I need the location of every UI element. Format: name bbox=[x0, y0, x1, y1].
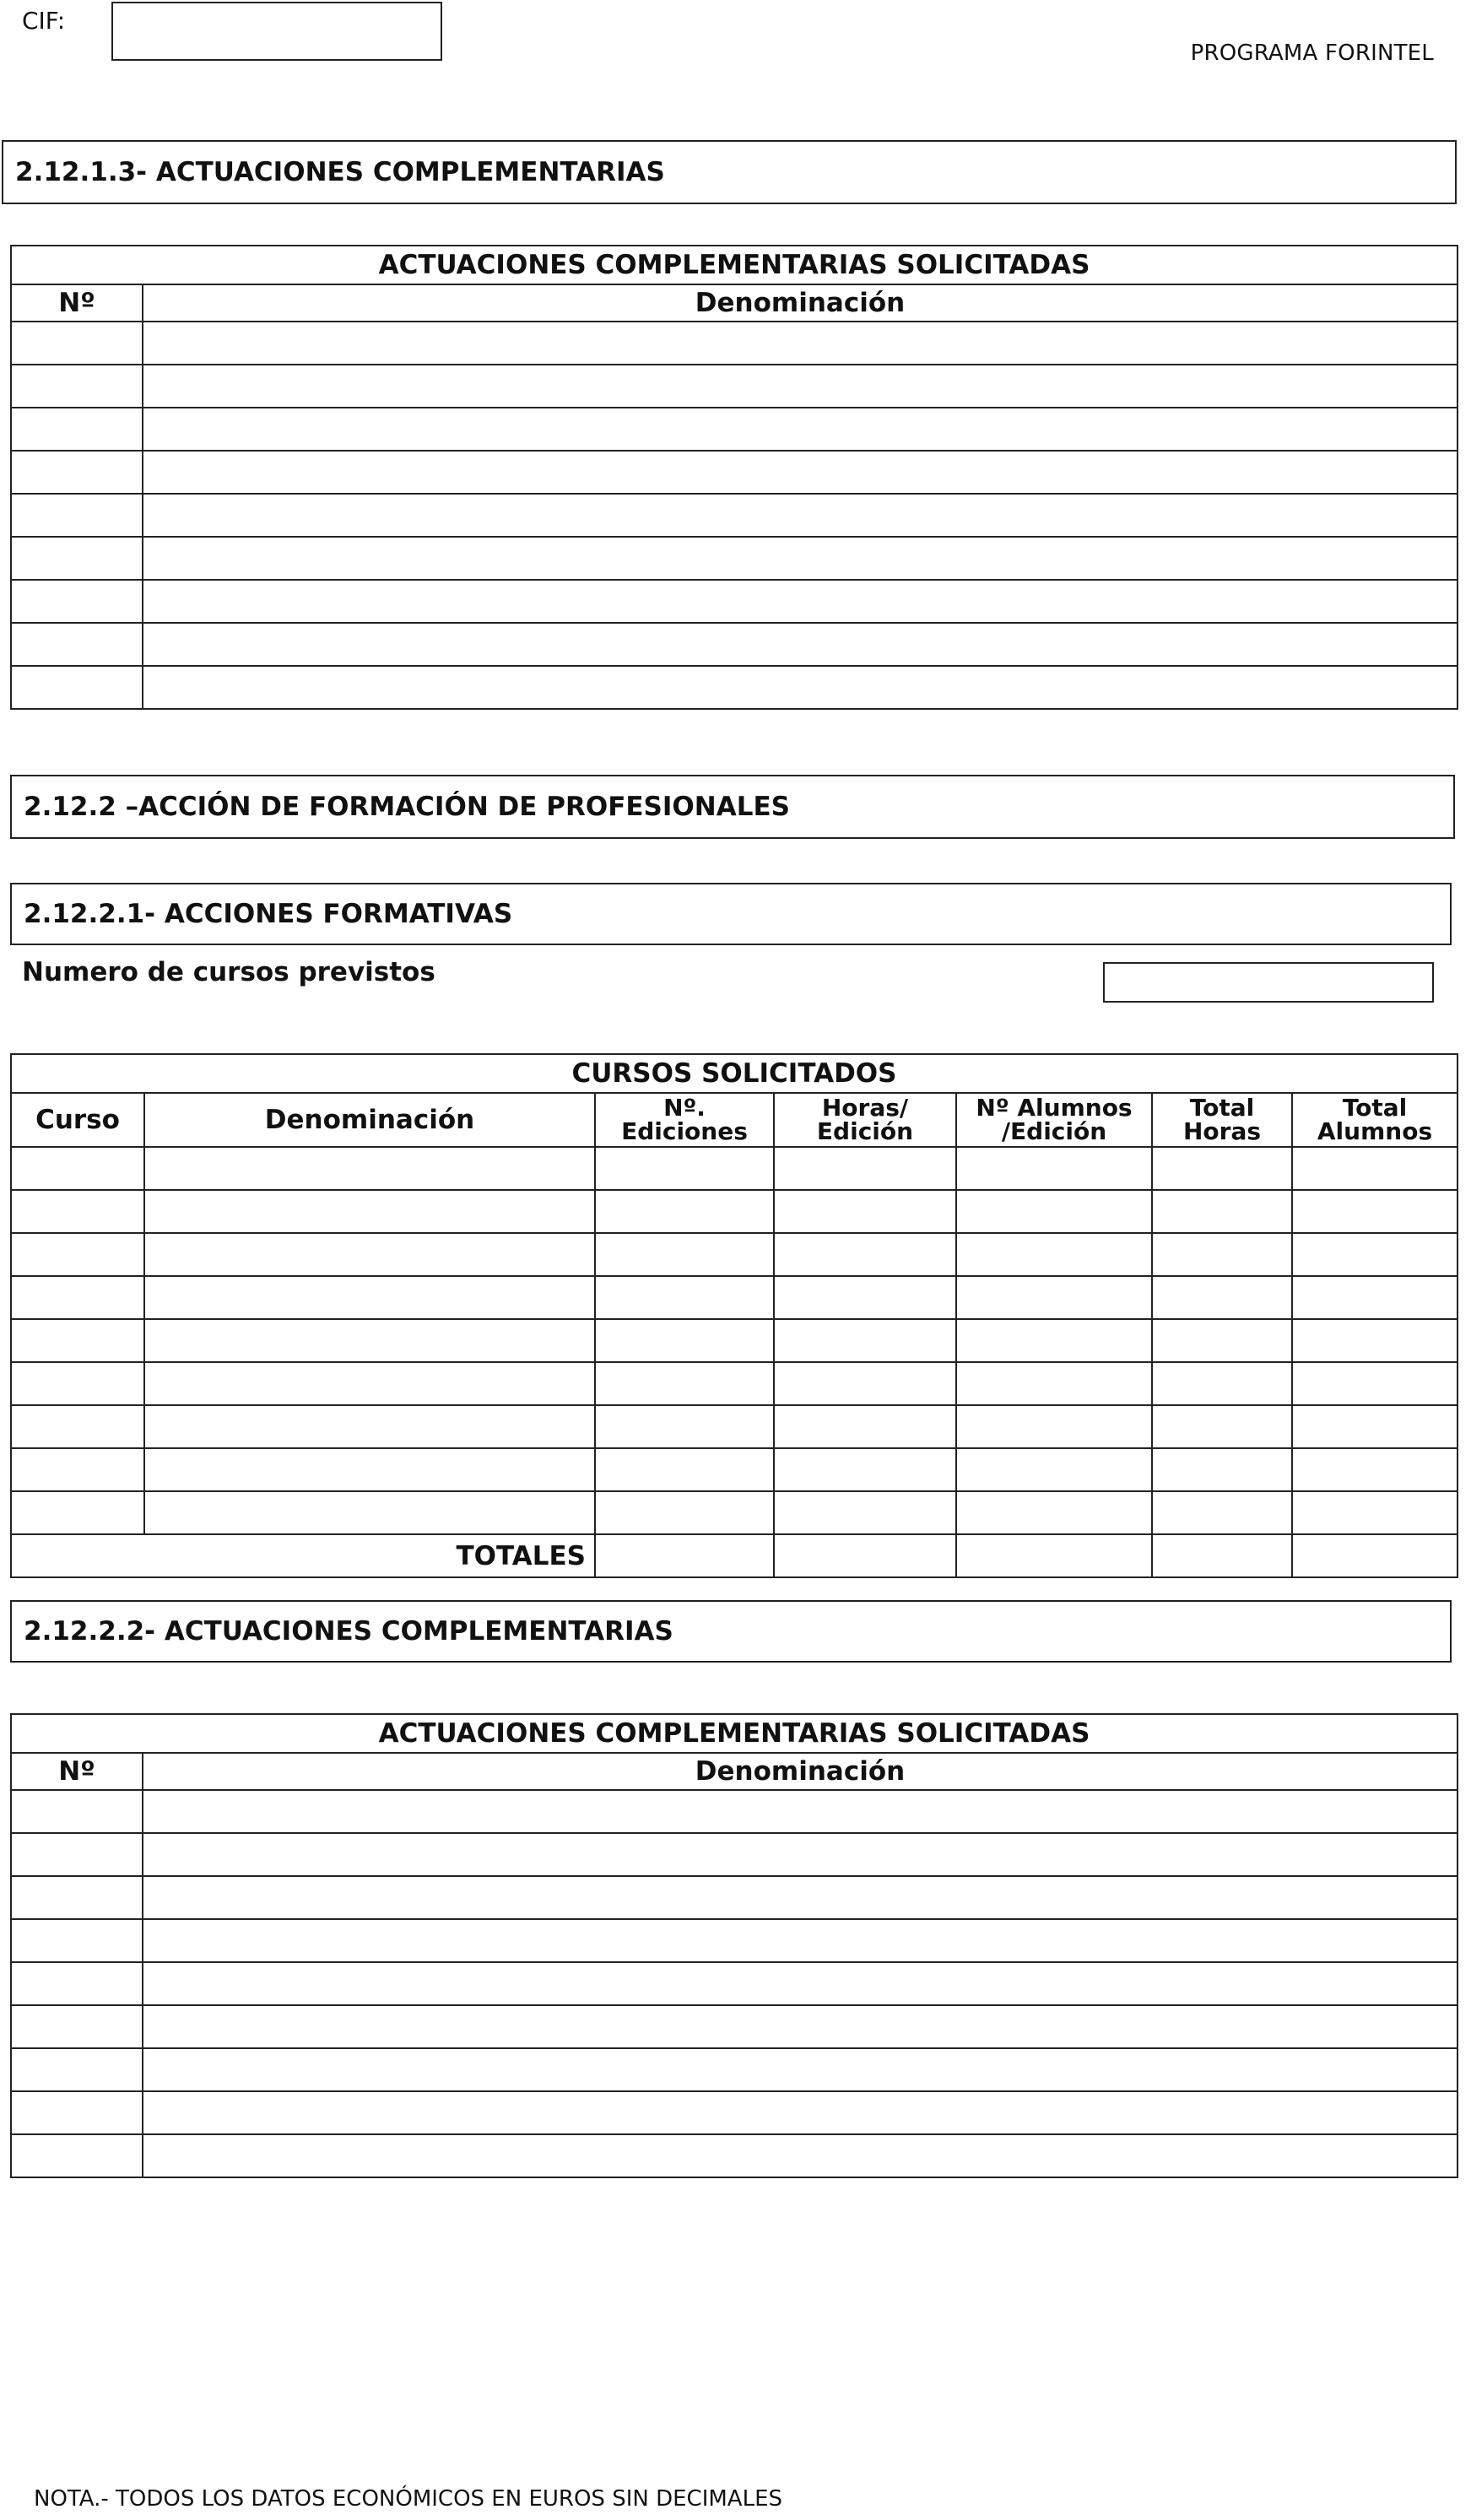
denominacion-cell[interactable] bbox=[143, 1962, 1457, 2005]
table-row bbox=[11, 1833, 1457, 1876]
table-row bbox=[11, 1233, 1457, 1276]
table-row bbox=[11, 1319, 1457, 1362]
table-row bbox=[11, 1362, 1457, 1405]
horas-edicion-cell[interactable] bbox=[774, 1233, 956, 1276]
denominacion-cell[interactable] bbox=[144, 1233, 595, 1276]
table-row bbox=[11, 1448, 1457, 1491]
horas-edicion-cell[interactable] bbox=[774, 1362, 956, 1405]
table-row bbox=[11, 1190, 1457, 1233]
horas-edicion-cell[interactable] bbox=[774, 1276, 956, 1319]
denominacion-cell[interactable] bbox=[143, 1919, 1457, 1962]
col-header-denominacion: Denominación bbox=[144, 1093, 595, 1147]
num-cell[interactable] bbox=[11, 1876, 143, 1919]
denominacion-cell[interactable] bbox=[143, 408, 1457, 451]
col-header-alumnos-edicion: Nº Alumnos /Edición bbox=[956, 1093, 1152, 1147]
total-alumnos-cell[interactable] bbox=[1292, 1233, 1457, 1276]
curso-cell[interactable] bbox=[11, 1405, 144, 1448]
denominacion-cell[interactable] bbox=[144, 1405, 595, 1448]
table-row bbox=[11, 623, 1457, 666]
total-alumnos-cell[interactable] bbox=[1292, 1190, 1457, 1233]
curso-cell[interactable] bbox=[11, 1448, 144, 1491]
num-cell[interactable] bbox=[11, 1962, 143, 2005]
total-ediciones-cell[interactable] bbox=[595, 1534, 774, 1577]
denominacion-cell[interactable] bbox=[143, 666, 1457, 709]
horas-edicion-cell[interactable] bbox=[774, 1448, 956, 1491]
table-row bbox=[11, 1491, 1457, 1534]
col-header-denominacion: Denominación bbox=[143, 284, 1457, 322]
denominacion-cell[interactable] bbox=[144, 1491, 595, 1534]
ediciones-cell[interactable] bbox=[595, 1405, 774, 1448]
total-alumnos-cell[interactable] bbox=[1292, 1276, 1457, 1319]
alumnos-edicion-cell[interactable] bbox=[956, 1233, 1152, 1276]
table-row bbox=[11, 1405, 1457, 1448]
table-row bbox=[11, 1919, 1457, 1962]
total-horas-cell[interactable] bbox=[1152, 1405, 1292, 1448]
denominacion-cell[interactable] bbox=[143, 451, 1457, 494]
col-header-total-horas: Total Horas bbox=[1152, 1093, 1292, 1147]
table-row bbox=[11, 2005, 1457, 2048]
denominacion-cell[interactable] bbox=[143, 2048, 1457, 2091]
total-horas-cell[interactable] bbox=[1152, 1491, 1292, 1534]
table-title: ACTUACIONES COMPLEMENTARIAS SOLICITADAS bbox=[11, 1714, 1457, 1753]
total-alumnos-cell[interactable] bbox=[1292, 1405, 1457, 1448]
denominacion-cell[interactable] bbox=[143, 623, 1457, 666]
table-row bbox=[11, 365, 1457, 408]
alumnos-edicion-cell[interactable] bbox=[956, 1147, 1152, 1190]
num-cell[interactable] bbox=[11, 623, 143, 666]
table-row bbox=[11, 1962, 1457, 2005]
curso-cell[interactable] bbox=[11, 1233, 144, 1276]
horas-edicion-cell[interactable] bbox=[774, 1405, 956, 1448]
alumnos-edicion-cell[interactable] bbox=[956, 1190, 1152, 1233]
num-cell[interactable] bbox=[11, 494, 143, 537]
table-row bbox=[11, 1276, 1457, 1319]
col-header-total-alumnos: Total Alumnos bbox=[1292, 1093, 1457, 1147]
alumnos-edicion-cell[interactable] bbox=[956, 1319, 1152, 1362]
num-cell[interactable] bbox=[11, 365, 143, 408]
col-header-num: Nº bbox=[11, 1753, 143, 1790]
horas-edicion-cell[interactable] bbox=[774, 1491, 956, 1534]
total-horas-cell[interactable] bbox=[1152, 1534, 1292, 1577]
footer-note: NOTA.- TODOS LOS DATOS ECONÓMICOS EN EUROS SIN DECIMALES bbox=[34, 2486, 782, 2512]
denominacion-cell[interactable] bbox=[144, 1276, 595, 1319]
cif-label: CIF: bbox=[22, 7, 66, 35]
num-cell[interactable] bbox=[11, 2091, 143, 2134]
table-body bbox=[11, 1790, 1457, 2177]
num-cell[interactable] bbox=[11, 666, 143, 709]
denominacion-cell[interactable] bbox=[143, 1790, 1457, 1833]
total-horas-edicion-cell[interactable] bbox=[774, 1534, 956, 1577]
num-cell[interactable] bbox=[11, 1919, 143, 1962]
curso-cell[interactable] bbox=[11, 1319, 144, 1362]
total-horas-cell[interactable] bbox=[1152, 1190, 1292, 1233]
denominacion-cell[interactable] bbox=[143, 1876, 1457, 1919]
ediciones-cell[interactable] bbox=[595, 1276, 774, 1319]
ediciones-cell[interactable] bbox=[595, 1147, 774, 1190]
total-horas-cell[interactable] bbox=[1152, 1448, 1292, 1491]
program-name: PROGRAMA FORINTEL bbox=[1190, 41, 1434, 66]
total-alumnos-cell[interactable] bbox=[1292, 1534, 1457, 1577]
complementary-actions-table-1 bbox=[10, 245, 1458, 710]
num-cell[interactable] bbox=[11, 2048, 143, 2091]
denominacion-cell[interactable] bbox=[144, 1448, 595, 1491]
ediciones-cell[interactable] bbox=[595, 1448, 774, 1491]
num-cell[interactable] bbox=[11, 580, 143, 623]
denominacion-cell[interactable] bbox=[143, 2091, 1457, 2134]
denominacion-cell[interactable] bbox=[144, 1190, 595, 1233]
section-heading-2-12-2-1: 2.12.2.1- ACCIONES FORMATIVAS bbox=[10, 883, 1452, 945]
alumnos-edicion-cell[interactable] bbox=[956, 1491, 1152, 1534]
denominacion-cell[interactable] bbox=[143, 322, 1457, 365]
curso-cell[interactable] bbox=[11, 1276, 144, 1319]
total-horas-cell[interactable] bbox=[1152, 1233, 1292, 1276]
alumnos-edicion-cell[interactable] bbox=[956, 1448, 1152, 1491]
table-row bbox=[11, 1147, 1457, 1190]
table-row bbox=[11, 451, 1457, 494]
section-heading-2-12-2: 2.12.2 –ACCIÓN DE FORMACIÓN DE PROFESIONALES bbox=[10, 775, 1455, 839]
horas-edicion-cell[interactable] bbox=[774, 1147, 956, 1190]
ediciones-cell[interactable] bbox=[595, 1319, 774, 1362]
denominacion-cell[interactable] bbox=[144, 1362, 595, 1405]
courses-table bbox=[10, 1053, 1458, 1578]
section-heading-2-12-2-2: 2.12.2.2- ACTUACIONES COMPLEMENTARIAS bbox=[10, 1600, 1452, 1663]
denominacion-cell[interactable] bbox=[143, 537, 1457, 580]
table-row bbox=[11, 1876, 1457, 1919]
col-header-curso: Curso bbox=[11, 1093, 144, 1147]
total-alumnos-cell[interactable] bbox=[1292, 1147, 1457, 1190]
table-row bbox=[11, 2048, 1457, 2091]
totals-label: TOTALES bbox=[11, 1534, 595, 1577]
num-cursos-input[interactable] bbox=[1103, 962, 1434, 1003]
table-body bbox=[11, 322, 1457, 709]
horas-edicion-cell[interactable] bbox=[774, 1190, 956, 1233]
table-body bbox=[11, 1147, 1457, 1534]
table-row bbox=[11, 408, 1457, 451]
curso-cell[interactable] bbox=[11, 1491, 144, 1534]
total-alumnos-cell[interactable] bbox=[1292, 1491, 1457, 1534]
curso-cell[interactable] bbox=[11, 1190, 144, 1233]
col-header-num: Nº bbox=[11, 284, 143, 322]
denominacion-cell[interactable] bbox=[143, 2005, 1457, 2048]
total-alumnos-edicion-cell[interactable] bbox=[956, 1534, 1152, 1577]
ediciones-cell[interactable] bbox=[595, 1362, 774, 1405]
denominacion-cell[interactable] bbox=[143, 494, 1457, 537]
alumnos-edicion-cell[interactable] bbox=[956, 1362, 1152, 1405]
complementary-actions-table-2 bbox=[10, 1713, 1458, 2178]
curso-cell[interactable] bbox=[11, 1147, 144, 1190]
denominacion-cell[interactable] bbox=[144, 1147, 595, 1190]
denominacion-cell[interactable] bbox=[143, 1833, 1457, 1876]
table-row bbox=[11, 2091, 1457, 2134]
ediciones-cell[interactable] bbox=[595, 1190, 774, 1233]
table-row bbox=[11, 580, 1457, 623]
num-cell[interactable] bbox=[11, 1833, 143, 1876]
total-alumnos-cell[interactable] bbox=[1292, 1448, 1457, 1491]
table-row bbox=[11, 494, 1457, 537]
num-cell[interactable] bbox=[11, 408, 143, 451]
table-row bbox=[11, 2134, 1457, 2177]
num-cell[interactable] bbox=[11, 2134, 143, 2177]
num-cursos-label: Numero de cursos previstos bbox=[22, 957, 435, 987]
num-cell[interactable] bbox=[11, 451, 143, 494]
col-header-ediciones: Nº. Ediciones bbox=[595, 1093, 774, 1147]
alumnos-edicion-cell[interactable] bbox=[956, 1276, 1152, 1319]
cif-input[interactable] bbox=[111, 2, 442, 61]
total-alumnos-cell[interactable] bbox=[1292, 1319, 1457, 1362]
denominacion-cell[interactable] bbox=[144, 1319, 595, 1362]
horas-edicion-cell[interactable] bbox=[774, 1319, 956, 1362]
col-header-horas-edicion: Horas/ Edición bbox=[774, 1093, 956, 1147]
denominacion-cell[interactable] bbox=[143, 2134, 1457, 2177]
total-horas-cell[interactable] bbox=[1152, 1362, 1292, 1405]
alumnos-edicion-cell[interactable] bbox=[956, 1405, 1152, 1448]
table-row bbox=[11, 1790, 1457, 1833]
table-row bbox=[11, 666, 1457, 709]
table-title: CURSOS SOLICITADOS bbox=[11, 1054, 1457, 1093]
table-row bbox=[11, 537, 1457, 580]
total-alumnos-cell[interactable] bbox=[1292, 1362, 1457, 1405]
total-horas-cell[interactable] bbox=[1152, 1319, 1292, 1362]
table-row bbox=[11, 322, 1457, 365]
table-title: ACTUACIONES COMPLEMENTARIAS SOLICITADAS bbox=[11, 246, 1457, 284]
num-cell[interactable] bbox=[11, 322, 143, 365]
num-cell[interactable] bbox=[11, 537, 143, 580]
denominacion-cell[interactable] bbox=[143, 580, 1457, 623]
total-horas-cell[interactable] bbox=[1152, 1276, 1292, 1319]
total-horas-cell[interactable] bbox=[1152, 1147, 1292, 1190]
num-cell[interactable] bbox=[11, 1790, 143, 1833]
num-cell[interactable] bbox=[11, 2005, 143, 2048]
section-heading-2-12-1-3: 2.12.1.3- ACTUACIONES COMPLEMENTARIAS bbox=[2, 140, 1457, 204]
ediciones-cell[interactable] bbox=[595, 1491, 774, 1534]
curso-cell[interactable] bbox=[11, 1362, 144, 1405]
ediciones-cell[interactable] bbox=[595, 1233, 774, 1276]
col-header-denominacion: Denominación bbox=[143, 1753, 1457, 1790]
denominacion-cell[interactable] bbox=[143, 365, 1457, 408]
